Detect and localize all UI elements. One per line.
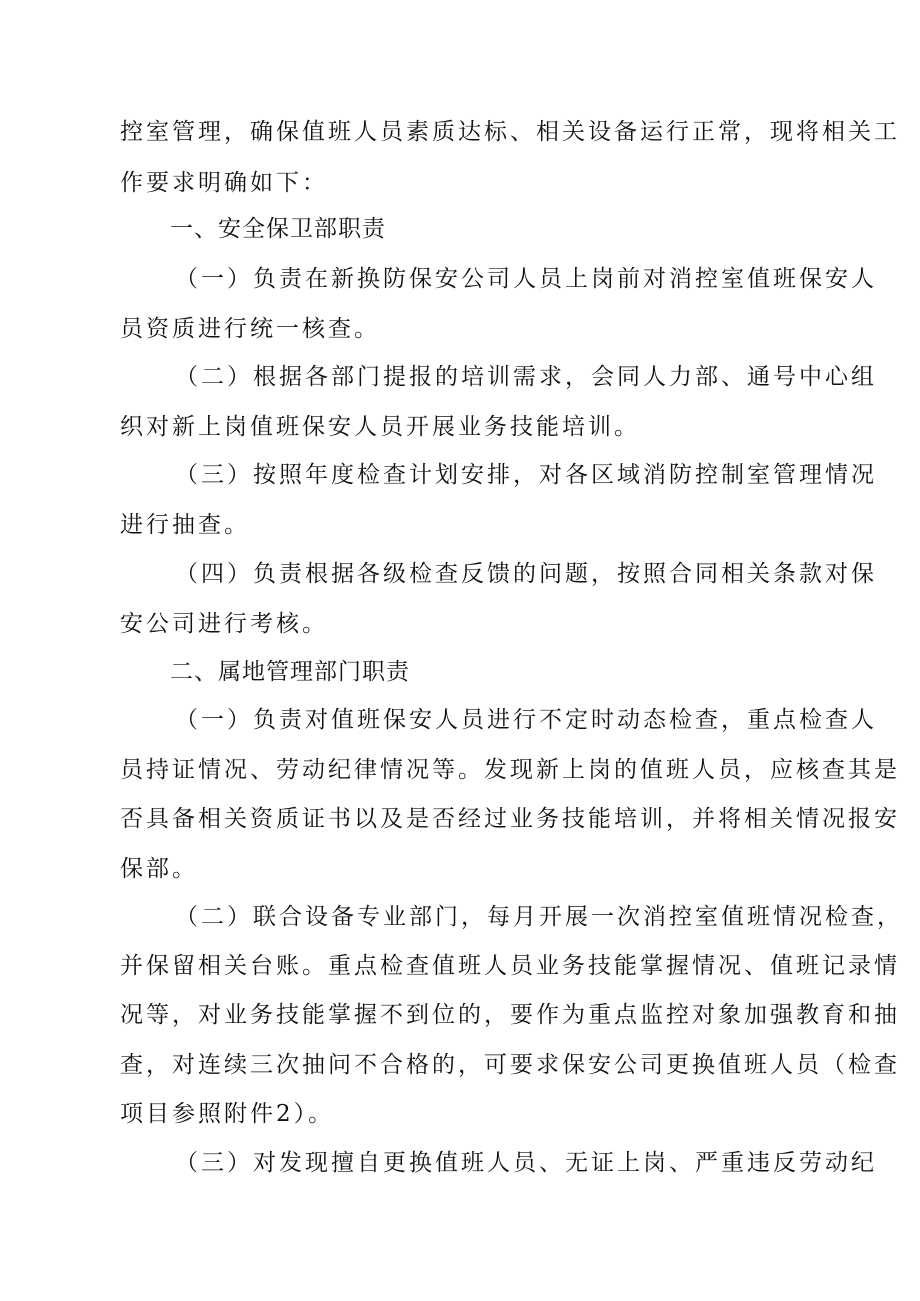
s2-item2-line1: （二）联合设备专业部门，每月开展一次消控室值班情况检查， <box>175 904 903 930</box>
s2-item2-line2: 并保留相关台账。重点检查值班人员业务技能掌握情况、值班记录情 <box>120 953 900 979</box>
s2-item2-line4: 查，对连续三次抽问不合格的，可要求保安公司更换值班人员（检查 <box>120 1052 900 1078</box>
s2-item2-line5: 项目参照附件2）。 <box>120 1101 335 1127</box>
s1-item2-line2: 织对新上岗值班保安人员开展业务技能培训。 <box>120 414 640 440</box>
s2-item1-line3: 否具备相关资质证书以及是否经过业务技能培训，并将相关情况报安 <box>120 806 900 832</box>
s2-item1-line4: 保部。 <box>120 856 198 882</box>
s1-item1-line2: 员资质进行统一核查。 <box>120 316 380 342</box>
s1-item3-line2: 进行抽查。 <box>120 512 250 538</box>
section-2-heading: 二、属地管理部门职责 <box>170 659 410 685</box>
intro-line-2: 作要求明确如下： <box>120 170 328 196</box>
intro-line-1: 控室管理，确保值班人员素质达标、相关设备运行正常，现将相关工 <box>120 119 900 145</box>
s2-item1-line1: （一）负责对值班保安人员进行不定时动态检查，重点检查人 <box>175 707 877 733</box>
s1-item1-line1: （一）负责在新换防保安公司人员上岗前对消控室值班保安人 <box>175 266 877 292</box>
s1-item3-line1: （三）按照年度检查计划安排，对各区域消防控制室管理情况 <box>175 462 877 488</box>
section-1-heading: 一、安全保卫部职责 <box>170 216 386 242</box>
s2-item3-line1: （三）对发现擅自更换值班人员、无证上岗、严重违反劳动纪 <box>175 1150 877 1176</box>
s1-item4-line1: （四）负责根据各级检查反馈的问题，按照合同相关条款对保 <box>175 561 877 587</box>
s2-item2-line3: 况等，对业务技能掌握不到位的，要作为重点监控对象加强教育和抽 <box>120 1002 900 1028</box>
s2-item1-line2: 员持证情况、劳动纪律情况等。发现新上岗的值班人员，应核查其是 <box>120 757 900 783</box>
s1-item2-line1: （二）根据各部门提报的培训需求，会同人力部、通号中心组 <box>175 364 877 390</box>
s1-item4-line2: 安公司进行考核。 <box>120 611 328 637</box>
